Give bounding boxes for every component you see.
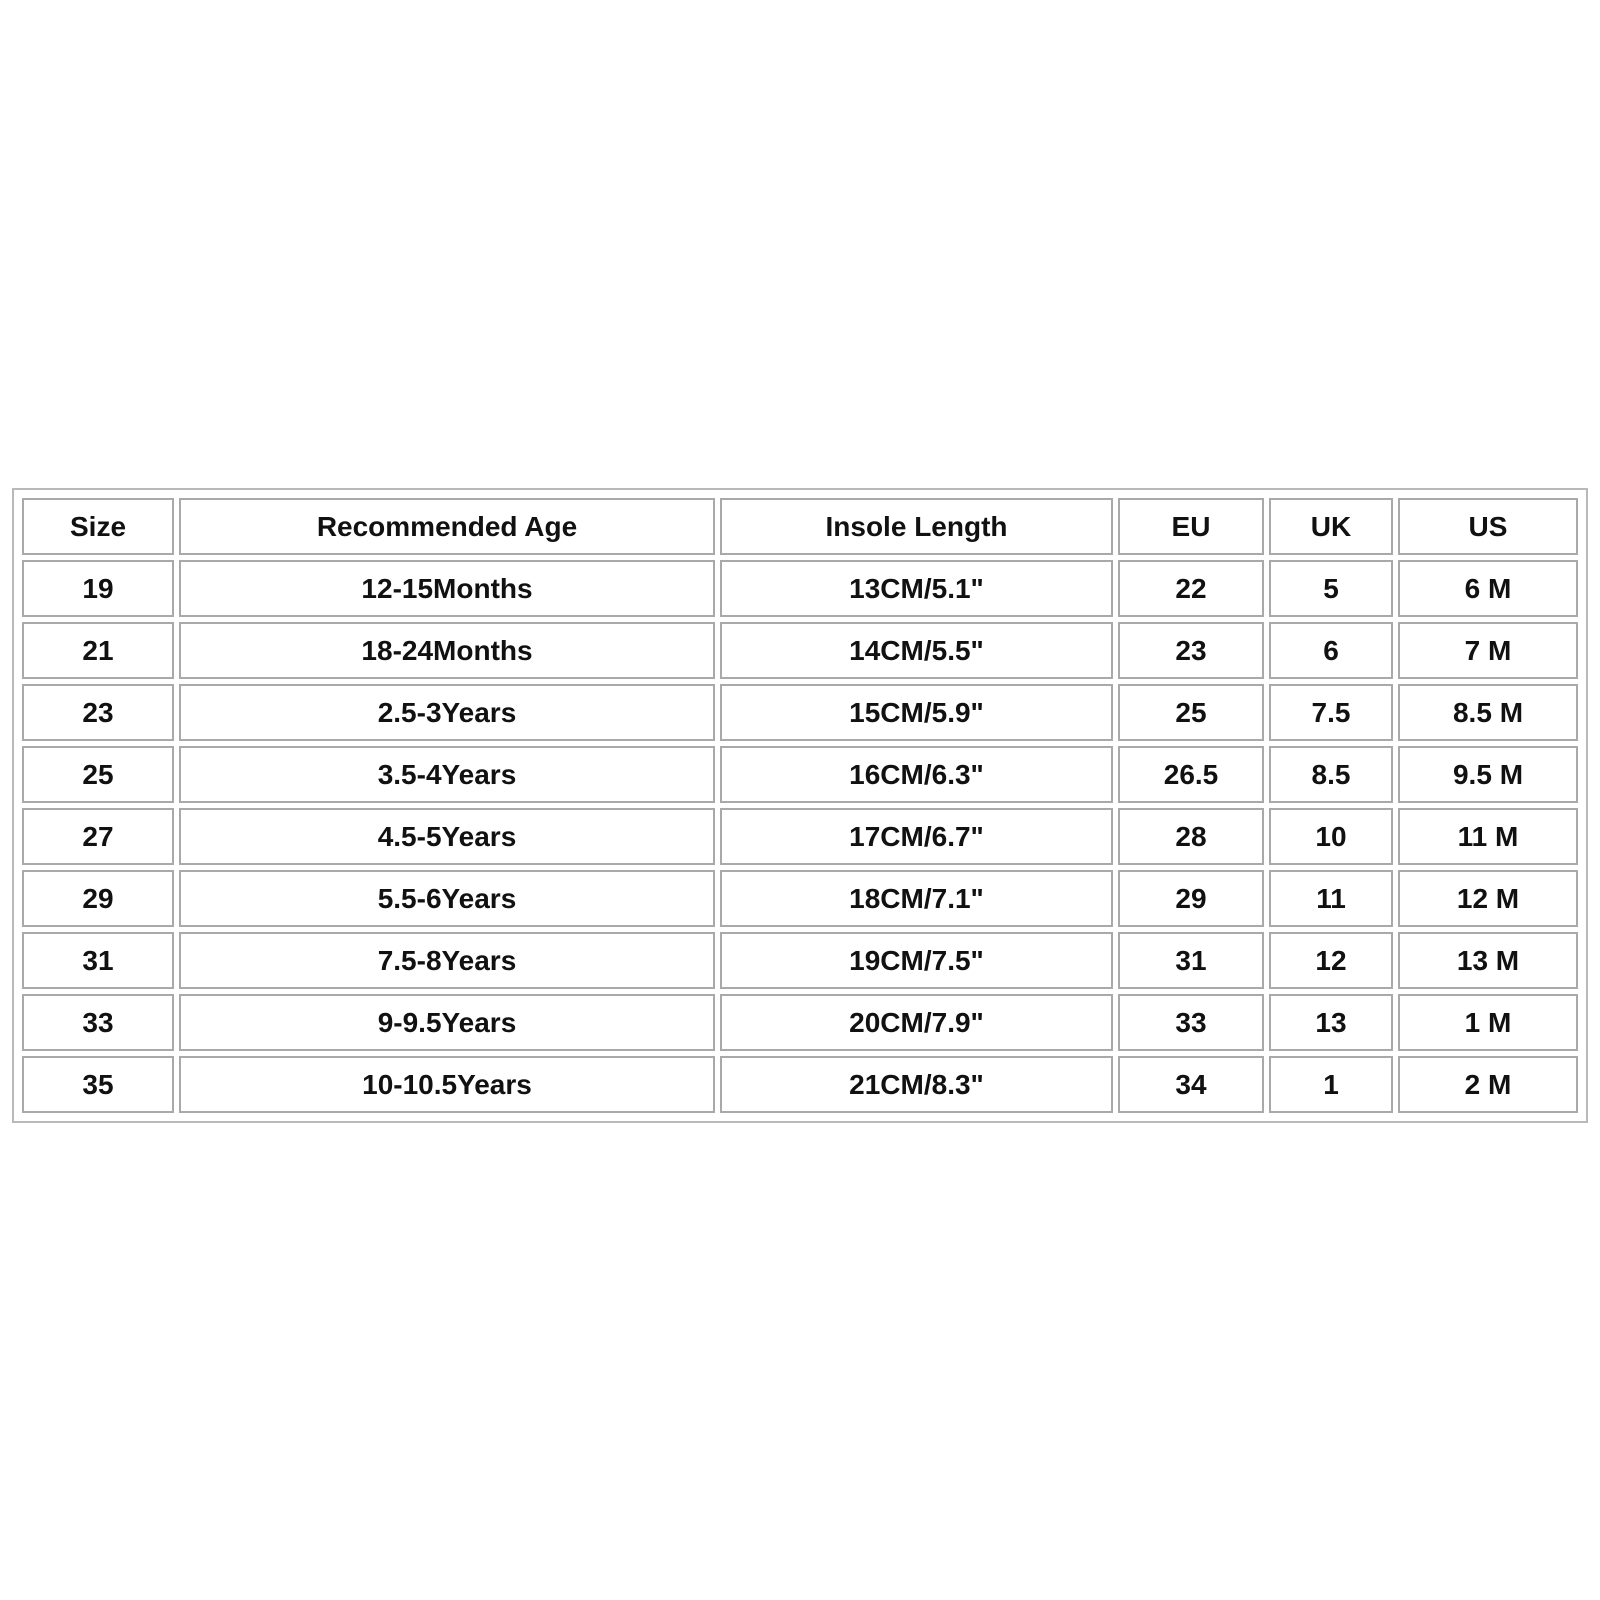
table-row: [22, 622, 1578, 679]
cell-eu: 34: [1118, 1056, 1264, 1113]
cell-insole-length: 15CM/5.9": [720, 684, 1113, 741]
table-row: [22, 870, 1578, 927]
cell-recommended-age: 9-9.5Years: [179, 994, 715, 1051]
cell-size: 29: [22, 870, 174, 927]
cell-insole-length: 16CM/6.3": [720, 746, 1113, 803]
size-chart-table: [17, 493, 1583, 1118]
cell-uk: 1: [1269, 1056, 1393, 1113]
header-size: Size: [22, 498, 174, 555]
cell-size: 33: [22, 994, 174, 1051]
table-row: [22, 746, 1578, 803]
cell-us: 2 M: [1398, 1056, 1578, 1113]
cell-size: 21: [22, 622, 174, 679]
cell-size: 27: [22, 808, 174, 865]
cell-uk: 6: [1269, 622, 1393, 679]
cell-recommended-age: 18-24Months: [179, 622, 715, 679]
cell-uk: 5: [1269, 560, 1393, 617]
cell-size: 23: [22, 684, 174, 741]
cell-insole-length: 21CM/8.3": [720, 1056, 1113, 1113]
cell-insole-length: 17CM/6.7": [720, 808, 1113, 865]
cell-us: 9.5 M: [1398, 746, 1578, 803]
cell-us: 13 M: [1398, 932, 1578, 989]
cell-eu: 31: [1118, 932, 1264, 989]
header-uk: UK: [1269, 498, 1393, 555]
table-row: [22, 1056, 1578, 1113]
cell-uk: 13: [1269, 994, 1393, 1051]
cell-uk: 10: [1269, 808, 1393, 865]
table-row: [22, 808, 1578, 865]
cell-recommended-age: 2.5-3Years: [179, 684, 715, 741]
cell-us: 1 M: [1398, 994, 1578, 1051]
cell-eu: 23: [1118, 622, 1264, 679]
cell-us: 6 M: [1398, 560, 1578, 617]
cell-insole-length: 20CM/7.9": [720, 994, 1113, 1051]
header-eu: EU: [1118, 498, 1264, 555]
cell-us: 7 M: [1398, 622, 1578, 679]
cell-recommended-age: 7.5-8Years: [179, 932, 715, 989]
cell-eu: 25: [1118, 684, 1264, 741]
cell-uk: 12: [1269, 932, 1393, 989]
header-us: US: [1398, 498, 1578, 555]
size-chart: [12, 488, 1588, 1123]
cell-insole-length: 19CM/7.5": [720, 932, 1113, 989]
cell-eu: 28: [1118, 808, 1264, 865]
cell-eu: 29: [1118, 870, 1264, 927]
cell-recommended-age: 3.5-4Years: [179, 746, 715, 803]
cell-eu: 33: [1118, 994, 1264, 1051]
cell-recommended-age: 10-10.5Years: [179, 1056, 715, 1113]
cell-size: 19: [22, 560, 174, 617]
cell-eu: 22: [1118, 560, 1264, 617]
table-row: [22, 560, 1578, 617]
cell-recommended-age: 12-15Months: [179, 560, 715, 617]
cell-uk: 8.5: [1269, 746, 1393, 803]
header-insole-length: Insole Length: [720, 498, 1113, 555]
cell-us: 12 M: [1398, 870, 1578, 927]
cell-insole-length: 13CM/5.1": [720, 560, 1113, 617]
cell-insole-length: 18CM/7.1": [720, 870, 1113, 927]
cell-size: 25: [22, 746, 174, 803]
table-row: [22, 684, 1578, 741]
cell-recommended-age: 5.5-6Years: [179, 870, 715, 927]
cell-us: 8.5 M: [1398, 684, 1578, 741]
cell-size: 35: [22, 1056, 174, 1113]
cell-eu: 26.5: [1118, 746, 1264, 803]
header-row: [22, 498, 1578, 555]
cell-uk: 11: [1269, 870, 1393, 927]
cell-recommended-age: 4.5-5Years: [179, 808, 715, 865]
table-row: [22, 932, 1578, 989]
header-recommended-age: Recommended Age: [179, 498, 715, 555]
cell-us: 11 M: [1398, 808, 1578, 865]
table-row: [22, 994, 1578, 1051]
cell-size: 31: [22, 932, 174, 989]
cell-insole-length: 14CM/5.5": [720, 622, 1113, 679]
cell-uk: 7.5: [1269, 684, 1393, 741]
